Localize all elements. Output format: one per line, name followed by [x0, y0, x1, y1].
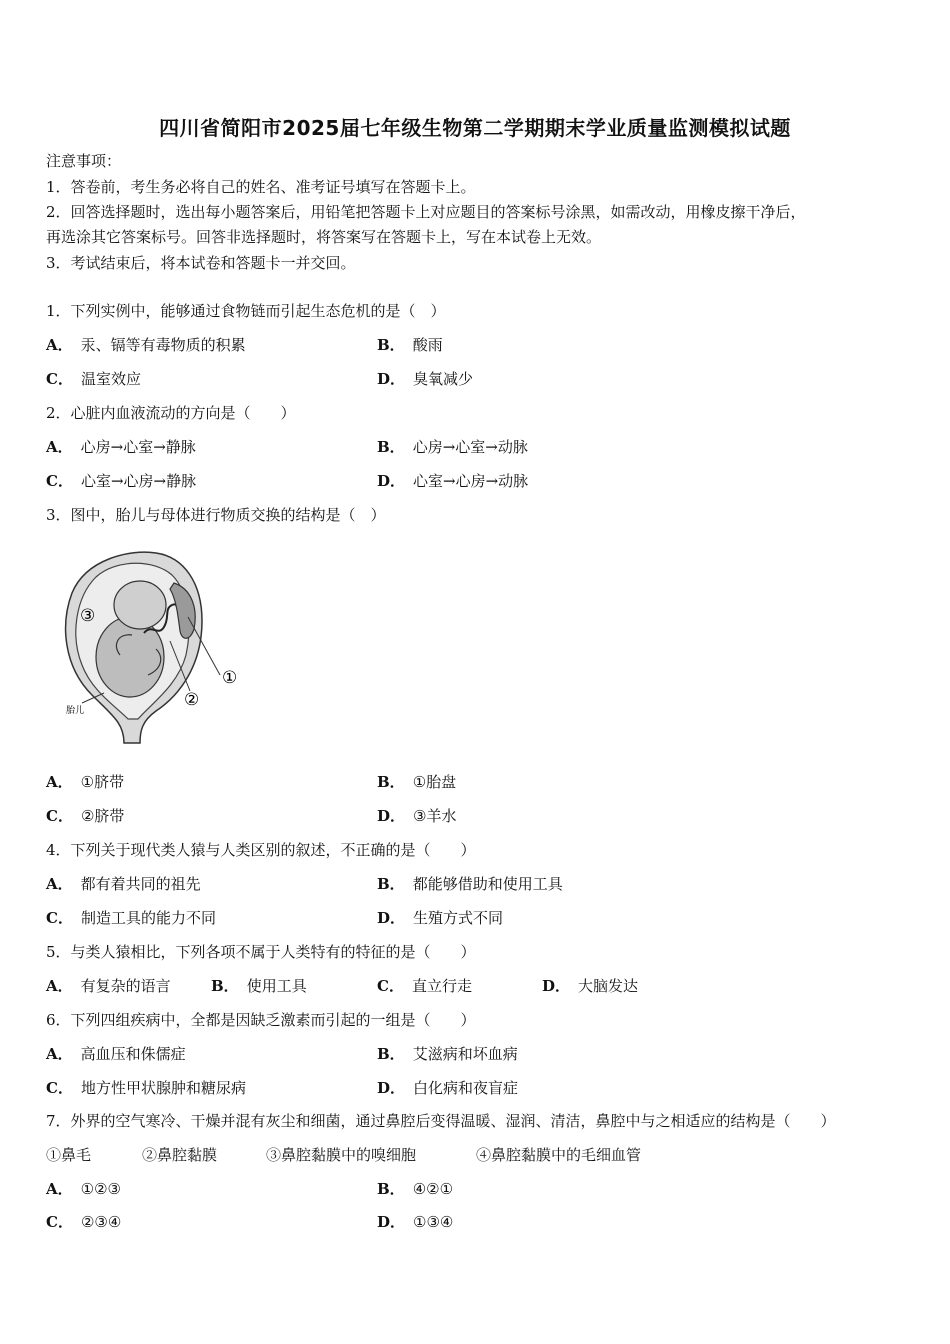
option-d: [377, 1212, 453, 1232]
option-label: C．: [46, 1213, 73, 1231]
option-b: [377, 1044, 518, 1064]
option-a: [46, 1179, 121, 1199]
option-a: [46, 437, 196, 457]
page-title: 四川省简阳市2025届七年级生物第二学期期末学业质量监测模拟试题: [159, 116, 791, 140]
option-label: C．: [46, 370, 73, 388]
option-c: [46, 908, 216, 928]
option-text: ②③④: [80, 1213, 122, 1231]
option-d: [377, 471, 528, 491]
option-a: [46, 335, 246, 355]
option-text: ③羊水: [413, 807, 457, 825]
option-c: [46, 369, 141, 389]
label-3: ③: [80, 606, 96, 626]
option-a: [46, 772, 124, 792]
question-stem: 7．外界的空气寒冷、干燥并混有灰尘和细菌，通过鼻腔后变得温暖、湿润、清洁，鼻腔中与之相适应的结构是（ ）: [46, 1112, 836, 1130]
option-text: 生殖方式不同: [413, 909, 504, 927]
notice-item: 再选涂其它答案标号。回答非选择题时，将答案写在答题卡上，写在本试卷上无效。: [46, 228, 602, 246]
statement-item: ①鼻毛: [46, 1146, 92, 1164]
option-text: ①胎盘: [412, 773, 457, 791]
option-label: B．: [377, 336, 405, 354]
option-text: 制造工具的能力不同: [80, 909, 216, 927]
label-1: ①: [222, 668, 238, 688]
option-d: [542, 976, 638, 996]
fetus-head: [114, 581, 166, 629]
option-b: [377, 437, 528, 457]
option-c: [377, 976, 472, 996]
option-text: 心室→心房→静脉: [80, 472, 197, 490]
option-text: ①②③: [80, 1180, 121, 1198]
option-text: ①③④: [413, 1213, 454, 1231]
option-b: [377, 874, 563, 894]
option-label: D．: [377, 1079, 406, 1097]
option-label: B．: [377, 1180, 405, 1198]
option-text: 高血压和侏儒症: [80, 1045, 186, 1063]
option-label: D．: [377, 807, 406, 825]
option-d: [377, 908, 503, 928]
option-label: A．: [46, 875, 73, 893]
option-c: [46, 1078, 246, 1098]
option-label: A．: [46, 1045, 73, 1063]
statement-item: ②鼻腔黏膜: [142, 1146, 218, 1164]
option-label: C．: [377, 977, 404, 995]
option-text: 汞、镉等有毒物质的积累: [80, 336, 246, 354]
option-d: [377, 369, 473, 389]
option-d: [377, 806, 456, 826]
option-text: ②脐带: [80, 807, 125, 825]
option-label: D．: [377, 909, 406, 927]
option-text: 都能够借助和使用工具: [412, 875, 563, 893]
option-text: 艾滋病和坏血病: [412, 1045, 518, 1063]
option-label: A．: [46, 438, 73, 456]
option-text: 心房→心室→动脉: [412, 438, 528, 456]
option-d: [377, 1078, 518, 1098]
option-b: [377, 1179, 453, 1199]
option-label: B．: [377, 438, 405, 456]
option-c: [46, 806, 124, 826]
option-label: D．: [377, 370, 406, 388]
question-stem: 6．下列四组疾病中，全都是因缺乏激素而引起的一组是（ ）: [46, 1011, 476, 1029]
option-label: C．: [46, 807, 73, 825]
notice-item: 2．回答选择题时，选出每小题答案后，用铅笔把答题卡上对应题目的答案标号涂黑，如需改动，用橡皮擦干净后，: [46, 203, 806, 221]
statement-item: ④鼻腔黏膜中的毛细血管: [476, 1146, 642, 1164]
option-b: [377, 335, 443, 355]
option-text: 使用工具: [246, 977, 307, 995]
option-label: B．: [377, 1045, 405, 1063]
option-a: [46, 874, 201, 894]
option-label: B．: [377, 773, 405, 791]
option-text: 直立行走: [411, 977, 472, 995]
option-label: D．: [377, 1213, 406, 1231]
option-a: [46, 1044, 186, 1064]
option-label: D．: [542, 977, 571, 995]
option-label: A．: [46, 336, 73, 354]
option-text: 都有着共同的祖先: [80, 875, 201, 893]
option-label: C．: [46, 909, 73, 927]
question-stem: 1．下列实例中，能够通过食物链而引起生态危机的是（ ）: [46, 302, 446, 320]
option-label: A．: [46, 977, 73, 995]
fetus-uterus-figure: [52, 545, 247, 750]
question-stem: 2．心脏内血液流动的方向是（ ）: [46, 404, 296, 422]
question-stem: 3．图中，胎儿与母体进行物质交换的结构是（ ）: [46, 506, 386, 524]
option-text: 大脑发达: [578, 977, 639, 995]
option-label: A．: [46, 1180, 73, 1198]
option-text: 白化病和夜盲症: [413, 1079, 519, 1097]
option-b: [211, 976, 307, 996]
option-text: 臭氧减少: [413, 370, 474, 388]
statement-item: ③鼻腔黏膜中的嗅细胞: [266, 1146, 417, 1164]
option-label: C．: [46, 472, 73, 490]
figure-caption: 胎儿: [66, 706, 85, 716]
option-label: C．: [46, 1079, 73, 1097]
option-text: 酸雨: [412, 336, 443, 354]
label-2: ②: [184, 690, 200, 710]
option-label: D．: [377, 472, 406, 490]
notice-item: 1．答卷前，考生务必将自己的姓名、准考证号填写在答题卡上。: [46, 178, 476, 196]
option-c: [46, 1212, 121, 1232]
notice-item: 3．考试结束后，将本试卷和答题卡一并交回。: [46, 254, 356, 272]
option-b: [377, 772, 456, 792]
option-text: 心房→心室→静脉: [80, 438, 196, 456]
option-text: ①脐带: [80, 773, 125, 791]
option-text: 温室效应: [80, 370, 141, 388]
option-text: 地方性甲状腺肿和糖尿病: [80, 1079, 246, 1097]
option-a: [46, 976, 171, 996]
question-stem: 5．与类人猿相比，下列各项不属于人类特有的特征的是（ ）: [46, 943, 476, 961]
option-text: 有复杂的语言: [80, 977, 171, 995]
option-label: B．: [377, 875, 405, 893]
option-c: [46, 471, 196, 491]
option-label: B．: [211, 977, 239, 995]
notice-heading: 注意事项：: [46, 152, 122, 170]
question-stem: 4．下列关于现代类人猿与人类区别的叙述，不正确的是（ ）: [46, 841, 476, 859]
option-label: A．: [46, 773, 73, 791]
option-text: 心室→心房→动脉: [413, 472, 529, 490]
option-text: ④②①: [412, 1180, 454, 1198]
